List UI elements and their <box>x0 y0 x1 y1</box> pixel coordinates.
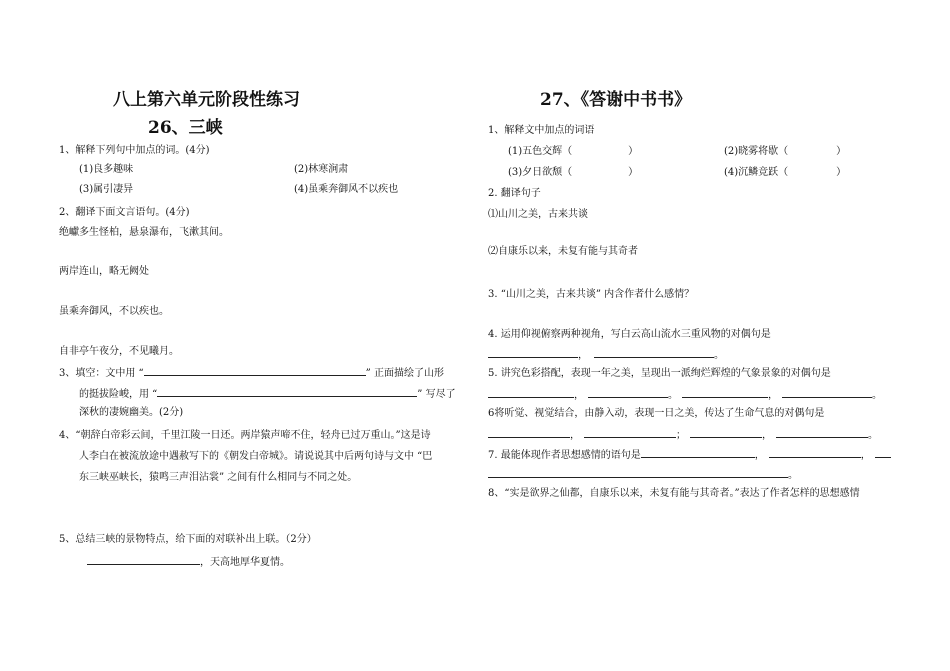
right-q5-answer-line <box>488 388 882 402</box>
left-q3-line-1-start: 3、填空：文中用 “ <box>59 368 144 379</box>
right-q2-item-1: ⑴山川之美，古来共谈 <box>488 209 588 220</box>
left-q5-blank[interactable] <box>87 555 200 565</box>
left-q3-line-1-end: ” 正面描绘了山形 <box>365 368 444 379</box>
right-q2-item-2: ⑵自康乐以来，未复有能与其奇者 <box>488 246 638 257</box>
right-q5-comma-1: ， <box>574 390 584 401</box>
right-q4-prompt: 4. 运用仰视俯察两种视角，写白云高山流水三重风物的对偶句是 <box>488 329 771 340</box>
right-q1-item-4 <box>724 166 846 179</box>
right-q6-comma-1: ， <box>570 430 580 441</box>
right-q6-blank-3[interactable] <box>690 428 762 438</box>
right-q1-item-1-label: (1)五色交辉（ <box>508 146 573 157</box>
right-q1-item-3-label: (3)夕日欲颓（ <box>508 167 573 178</box>
right-q1-item-2-label: (2)晓雾将歇（ <box>724 146 789 157</box>
right-q1-item-1-close: ） <box>628 146 639 157</box>
right-q6-blank-4[interactable] <box>776 428 868 438</box>
right-q5-end-1: 。 <box>668 390 678 401</box>
right-q5-blank-2[interactable] <box>588 388 668 398</box>
right-q1-prompt: 1、解释文中加点的词语 <box>488 125 595 136</box>
left-q4-line-3: 东三峡巫峡长，猿鸣三声泪沾裳” 之间有什么相同与不同之处。 <box>79 472 358 483</box>
right-q1-blank-1[interactable] <box>572 145 628 154</box>
left-q1-item-2: (2)林寒涧肃 <box>294 164 349 175</box>
right-q7-prompt-line <box>488 448 891 462</box>
right-q7-comma-2: ， <box>860 450 871 461</box>
left-q1-prompt: 1、解释下列句中加点的词。(4分) <box>59 145 210 156</box>
right-q1-item-4-label: (4)沉鳞竞跃（ <box>724 167 789 178</box>
right-q5-comma-2: ， <box>768 390 778 401</box>
right-q7-blank-3[interactable] <box>875 448 891 458</box>
left-q1-item-1: (1)良多趣味 <box>79 164 134 175</box>
right-q5-blank-4[interactable] <box>782 388 872 398</box>
left-q5-answer-line <box>87 555 290 569</box>
left-q2-sentence-3: 虽乘奔御风，不以疾也。 <box>59 306 169 317</box>
right-q1-item-2 <box>724 145 846 158</box>
right-q7-answer-line <box>488 468 798 482</box>
right-q2-prompt: 2. 翻译句子 <box>488 188 541 199</box>
right-q8-prompt: 8、“实是欲界之仙都，自康乐以来，未复有能与其奇者。”表达了作者怎样的思想感情 <box>488 488 860 499</box>
right-q1-blank-3[interactable] <box>572 166 628 175</box>
right-q7-end: 。 <box>788 470 798 481</box>
left-q2-sentence-2: 两岸连山，略无阙处 <box>59 266 149 277</box>
right-q4-blank-1[interactable] <box>488 348 578 358</box>
left-q3-line-3: 深秋的凄婉幽美。(2分) <box>79 407 184 418</box>
left-section-title: 26、三峡 <box>148 118 223 138</box>
left-q3-line-1 <box>59 366 444 380</box>
right-q5-blank-3[interactable] <box>682 388 768 398</box>
left-q5-tail: ，天高地厚华夏情。 <box>200 557 290 568</box>
right-q7-blank-4[interactable] <box>488 468 788 478</box>
right-q1-item-1 <box>508 145 638 158</box>
right-q1-item-2-close: ） <box>836 146 847 157</box>
right-q6-prompt: 6将听觉、视觉结合，由静入动，表现一日之美，传达了生命气息的对偶句是 <box>488 408 825 419</box>
left-q5-prompt: 5、总结三峡的景物特点，给下面的对联补出上联。（2分） <box>59 534 317 545</box>
right-q6-blank-2[interactable] <box>584 428 676 438</box>
right-q7-blank-2[interactable] <box>769 448 861 458</box>
right-q4-comma: ， <box>578 350 588 361</box>
left-q2-prompt: 2、翻译下面文言语句。(4分) <box>59 207 190 218</box>
left-q2-sentence-1: 绝巘多生怪柏，悬泉瀑布，飞漱其间。 <box>59 227 229 238</box>
right-q5-blank-1[interactable] <box>488 388 574 398</box>
right-q5-end-2: 。 <box>872 390 882 401</box>
right-q1-blank-4[interactable] <box>788 166 836 175</box>
right-q1-item-3 <box>508 166 638 179</box>
left-q1-item-4: (4)虽乘奔御风不以疾也 <box>294 184 399 195</box>
right-q7-prompt: 7. 最能体现作者思想感情的语句是 <box>488 450 641 461</box>
right-q6-comma-2: ， <box>762 430 772 441</box>
right-q6-end: 。 <box>868 430 878 441</box>
left-q3-line-2-start: 的挺拔险峻，用 “ <box>79 389 158 400</box>
left-q3-blank-2[interactable] <box>157 387 417 397</box>
right-q7-blank-1[interactable] <box>641 448 755 458</box>
right-q6-blank-1[interactable] <box>488 428 570 438</box>
left-q1-item-3: (3)属引凄异 <box>79 184 134 195</box>
left-q3-line-2-end: ” 写尽了 <box>417 389 456 400</box>
left-q2-sentence-4: 自非亭午夜分，不见曦月。 <box>59 346 179 357</box>
right-q6-semi: ； <box>676 430 686 441</box>
right-q4-blank-2[interactable] <box>594 348 714 358</box>
left-q4-line-2: 人李白在被流放途中遇赦写下的《朝发白帝城》。请说说其中后两句诗与文中 “巴 <box>79 451 433 462</box>
left-q4-line-1: 4、“朝辞白帝彩云间，千里江陵一日还。两岸猿声啼不住，轻舟已过万重山。”这是诗 <box>59 430 431 441</box>
right-q3-prompt: 3. “山川之美，古来共谈” 内含作者什么感情？ <box>488 289 695 300</box>
left-q3-line-2 <box>79 387 456 401</box>
right-q1-blank-2[interactable] <box>788 145 836 154</box>
left-q3-blank-1[interactable] <box>144 366 366 376</box>
right-q1-item-4-close: ） <box>836 167 847 178</box>
right-q5-prompt: 5. 讲究色彩搭配，表现一年之美，呈现出一派绚烂辉煌的气象景象的对偶句是 <box>488 368 831 379</box>
right-q7-comma-1: ， <box>754 450 765 461</box>
right-q4-answer-line <box>488 348 724 362</box>
right-q1-item-3-close: ） <box>628 167 639 178</box>
left-page-title: 八上第六单元阶段性练习 <box>113 90 300 110</box>
right-q4-end: 。 <box>714 350 724 361</box>
right-q6-answer-line <box>488 428 878 442</box>
right-page-title: 27、《答谢中书书》 <box>540 90 692 110</box>
